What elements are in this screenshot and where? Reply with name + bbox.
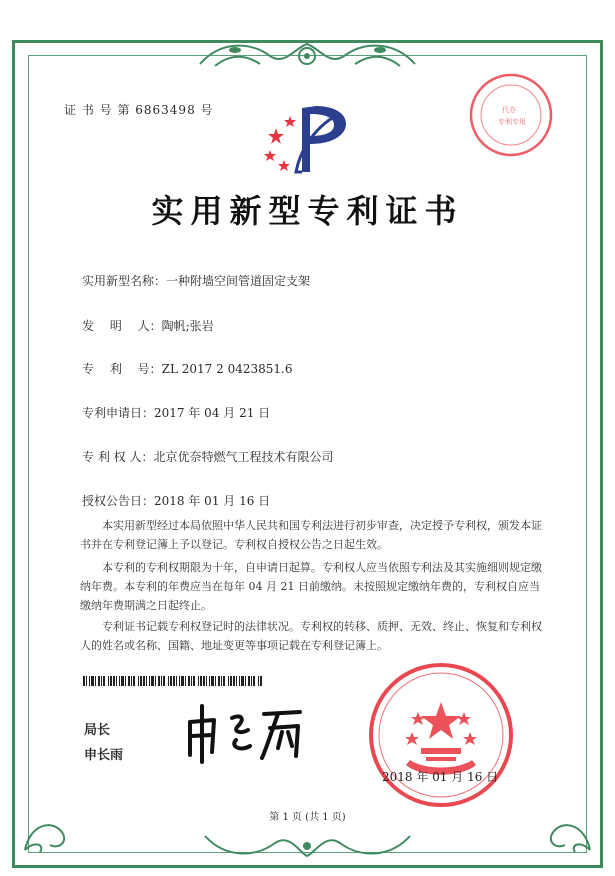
patent-number-label: 专 利 号： [82, 362, 162, 376]
filing-date-row [82, 404, 270, 421]
patentee-label: 专 利 权 人： [82, 450, 154, 464]
legal-text-paragraph-2: 本专利的专利权期限为十年，自申请日起算。专利权人应当依照专利法及其实施细则规定缴纳年费。本专利的年费应当在每年 04 月 21 日前缴纳。未按照规定缴纳年费的，专利权自应当缴纳年费期满之日起终止。 [80, 561, 542, 612]
svg-text:专利专用: 专利专用 [498, 118, 526, 126]
inventor-row [82, 317, 214, 334]
certificate-number: 证 书 号 第 6863498 号 [64, 103, 214, 117]
top-ornament [190, 36, 425, 74]
page-number: 第 1 页 (共 1 页) [269, 812, 346, 823]
patentee-value: 北京优奈特燃气工程技术有限公司 [153, 450, 334, 464]
patent-office-logo [262, 100, 352, 180]
patent-number-row [82, 360, 292, 377]
director-handwritten-signature [180, 700, 310, 770]
utility-model-name-label: 实用新型名称： [82, 274, 167, 288]
grant-date-label: 授权公告日： [82, 494, 155, 508]
inventor-label: 发 明 人： [82, 319, 162, 333]
legal-text-paragraph-3: 专利证书记载专利权登记时的法律状况。专利权的转移、质押、无效、终止、恢复和专利权人的姓名或名称、国籍、地址变更等事项记载在专利登记簿上。 [80, 620, 542, 652]
barcode [83, 676, 263, 686]
filing-date-value: 2017 年 04 月 21 日 [154, 406, 271, 420]
bottom-ornament [195, 828, 420, 863]
patentee-row [82, 448, 333, 465]
grant-date-row [82, 492, 270, 509]
agency-stamp [466, 70, 556, 160]
filing-date-label: 专利申请日： [82, 406, 155, 420]
patent-number-value: ZL 2017 2 0423851.6 [161, 362, 293, 376]
director-name: 申长雨 [84, 748, 124, 763]
director-title: 局长 [84, 723, 111, 738]
seal-date: 2018 年 01 月 16 日 [382, 770, 499, 784]
certificate-title: 实用新型专利证书 [151, 192, 464, 230]
svg-text:代办: 代办 [502, 106, 516, 114]
legal-text-paragraph-1: 本实用新型经过本局依照中华人民共和国专利法进行初步审查，决定授予专利权，颁发本证书并在专利登记簿上予以登记。专利权自授权公告之日起生效。 [80, 519, 542, 551]
grant-date-value: 2018 年 01 月 16 日 [154, 494, 271, 508]
inventor-value: 陶帆;张岩 [161, 319, 214, 333]
utility-model-name-row [82, 272, 310, 289]
official-seal [366, 660, 516, 810]
utility-model-name-value: 一种附墙空间管道固定支架 [166, 274, 311, 288]
